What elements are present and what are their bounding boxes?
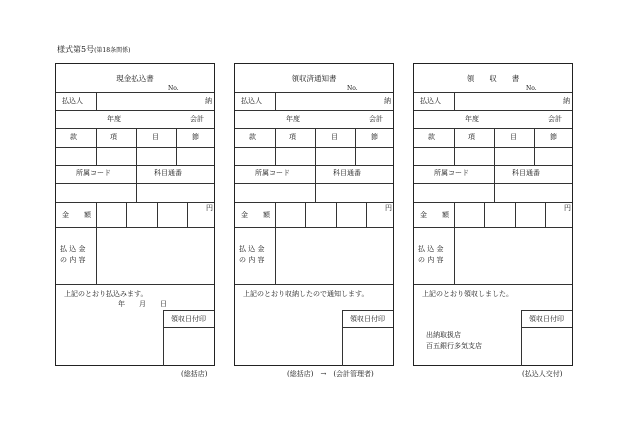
yen-label: 円 xyxy=(385,204,392,212)
no-label: No. xyxy=(526,85,537,92)
bank-name: 百五銀行多気支店 xyxy=(426,342,482,350)
moku-label: 目 xyxy=(331,133,338,141)
subject-no-label: 科目通番 xyxy=(154,169,182,177)
subject-no-label: 科目通番 xyxy=(512,169,540,177)
bank-label: 出納取扱店 xyxy=(426,331,461,339)
kin-label: 金 xyxy=(420,211,427,219)
dept-code-label: 所属コード xyxy=(76,169,111,177)
payer-label: 払込人 xyxy=(241,97,262,105)
dept-code-label: 所属コード xyxy=(434,169,469,177)
kin-label: 金 xyxy=(62,211,69,219)
statement-text: 上記のとおり払込みます。 xyxy=(64,290,148,298)
setsu-label: 節 xyxy=(550,133,557,141)
account-label: 会計 xyxy=(548,115,562,123)
fiscal-year-label: 年度 xyxy=(286,115,300,123)
fiscal-year-label: 年度 xyxy=(107,115,121,123)
form-number-note: (第18条関係) xyxy=(94,47,131,54)
account-label: 会計 xyxy=(369,115,383,123)
payer-label: 払込人 xyxy=(62,97,83,105)
gaku-label: 額 xyxy=(84,211,91,219)
cash-payment-slip xyxy=(55,63,215,366)
kin-label: 金 xyxy=(241,211,248,219)
kan-label: 款 xyxy=(249,133,256,141)
content-label xyxy=(60,244,85,266)
stamp-label: 領収日付印 xyxy=(350,315,385,323)
gaku-label: 額 xyxy=(263,211,270,219)
no-label: No. xyxy=(168,85,179,92)
content-label-line1: 払 込 金 xyxy=(60,245,86,253)
content-label-line1: 払 込 金 xyxy=(239,245,265,253)
dept-code-label: 所属コード xyxy=(255,169,290,177)
yen-label: 円 xyxy=(564,204,571,212)
receipt-notice-slip xyxy=(234,63,394,366)
setsu-label: 節 xyxy=(192,133,199,141)
gaku-label: 額 xyxy=(442,211,449,219)
slip-title: 領 収 書 xyxy=(466,74,520,83)
form-number: 様式第5号 xyxy=(57,45,95,54)
moku-label: 目 xyxy=(510,133,517,141)
content-label-line2: の 内 容 xyxy=(60,256,86,264)
slip-title: 現金払込書 xyxy=(116,74,154,83)
fiscal-year-label: 年度 xyxy=(465,115,479,123)
statement-text: 上記のとおり領収しました。 xyxy=(422,290,513,298)
date-line: 年 月 日 xyxy=(118,300,167,308)
nou-label: 納 xyxy=(563,97,570,105)
kou-label: 項 xyxy=(289,133,296,141)
content-label xyxy=(239,244,264,266)
statement-text: 上記のとおり収納したので通知します。 xyxy=(243,290,369,298)
caption-1: (総括店) xyxy=(181,370,208,378)
subject-no-label: 科目通番 xyxy=(333,169,361,177)
caption-3: (払込人交付) xyxy=(522,370,563,378)
content-label-line1: 払 込 金 xyxy=(418,245,444,253)
moku-label: 目 xyxy=(152,133,159,141)
setsu-label: 節 xyxy=(371,133,378,141)
payer-label: 払込人 xyxy=(420,97,441,105)
kan-label: 款 xyxy=(70,133,77,141)
content-label-line2: の 内 容 xyxy=(418,256,444,264)
no-label: No. xyxy=(347,85,358,92)
nou-label: 納 xyxy=(205,97,212,105)
kan-label: 款 xyxy=(428,133,435,141)
caption-2: (総括店) → (会計管理者) xyxy=(287,370,374,378)
account-label: 会計 xyxy=(190,115,204,123)
nou-label: 納 xyxy=(384,97,391,105)
kou-label: 項 xyxy=(110,133,117,141)
stamp-label: 領収日付印 xyxy=(171,315,206,323)
stamp-label: 領収日付印 xyxy=(529,315,564,323)
content-label-line2: の 内 容 xyxy=(239,256,265,264)
receipt-slip xyxy=(413,63,573,366)
kou-label: 項 xyxy=(468,133,475,141)
form-number-label xyxy=(57,44,130,55)
yen-label: 円 xyxy=(206,204,213,212)
slip-title: 領収済通知書 xyxy=(291,74,337,83)
content-label xyxy=(418,244,443,266)
